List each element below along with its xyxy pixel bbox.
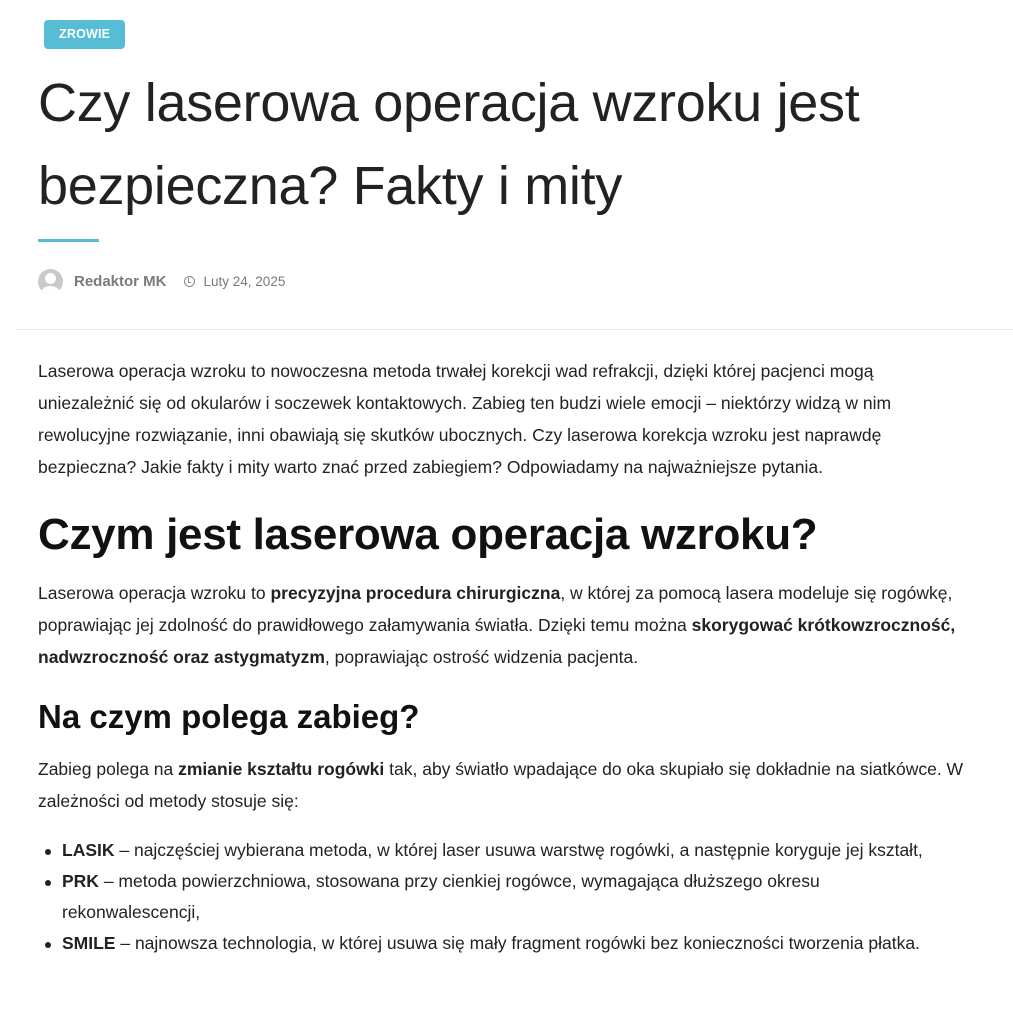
method-name: PRK — [62, 871, 99, 891]
category-badge[interactable]: ZROWIE — [44, 20, 125, 49]
method-description: – najnowsza technologia, w której usuwa się mały fragment rogówki bez konieczności tworzenia płatka. — [115, 933, 920, 953]
intro-paragraph: Laserowa operacja wzroku to nowoczesna metoda trwałej korekcji wad refrakcji, dzięki której pacjenci mogą uniezależnić się od okularów i soczewek kontaktowych. Zabieg ten budzi wiele emocji – niektórzy widzą w nim rewolucyjne rozwiązanie, inni obawiają się skutków ubocznych. Czy laserowa korekcja wzroku jest naprawdę bezpieczna? Jakie fakty i mity warto znać przed zabiegiem? Odpowiadamy na najważniejsze pytania. — [38, 361, 892, 477]
list-item — [62, 928, 962, 959]
text-span: tak, aby światło wpadające do oka skupiało się dokładnie na siatkówce. W zależności od metody stosuje się: — [38, 759, 964, 811]
bold-text: precyzyjna procedura chirurgiczna — [270, 583, 561, 603]
text-span: Zabieg polega na — [38, 759, 179, 779]
section-heading-what-is: Czym jest laserowa operacja wzroku? — [38, 510, 818, 559]
article-meta — [38, 268, 285, 294]
bold-text: skorygować krótkowzroczność, nadwzroczność oraz astygmatyzm — [38, 615, 956, 667]
method-name: SMILE — [62, 933, 116, 953]
list-item — [62, 835, 962, 866]
section2-paragraph — [38, 753, 968, 817]
methods-list — [38, 835, 962, 959]
author-avatar-icon[interactable] — [38, 269, 63, 294]
method-name: LASIK — [62, 840, 115, 860]
publish-date: Luty 24, 2025 — [203, 273, 286, 289]
header-divider — [15, 329, 1013, 330]
text-span: Laserowa operacja wzroku to — [38, 583, 271, 603]
article-title: Czy laserowa operacja wzroku jest bezpieczna? Fakty i mity — [38, 73, 860, 216]
clock-icon — [184, 276, 195, 287]
method-description: – metoda powierzchniowa, stosowana przy cienkiej rogówce, wymagająca dłuższego okresu rekonwalescencji, — [62, 871, 820, 922]
bold-text: zmianie kształtu rogówki — [178, 759, 385, 779]
title-underline — [38, 239, 99, 242]
section1-paragraph — [38, 577, 968, 673]
author-link[interactable]: Redaktor MK — [74, 272, 167, 290]
list-item — [62, 866, 962, 928]
text-span: , w której za pomocą lasera modeluje się rogówkę, poprawiając jej zdolność do prawidłowego załamywania światła. Dzięki temu można — [38, 583, 953, 635]
method-description: – najczęściej wybierana metoda, w której laser usuwa warstwę rogówki, a następnie koryguje jej kształt, — [114, 840, 923, 860]
section-heading-procedure: Na czym polega zabieg? — [38, 698, 420, 735]
text-span: , poprawiając ostrość widzenia pacjenta. — [324, 647, 639, 667]
